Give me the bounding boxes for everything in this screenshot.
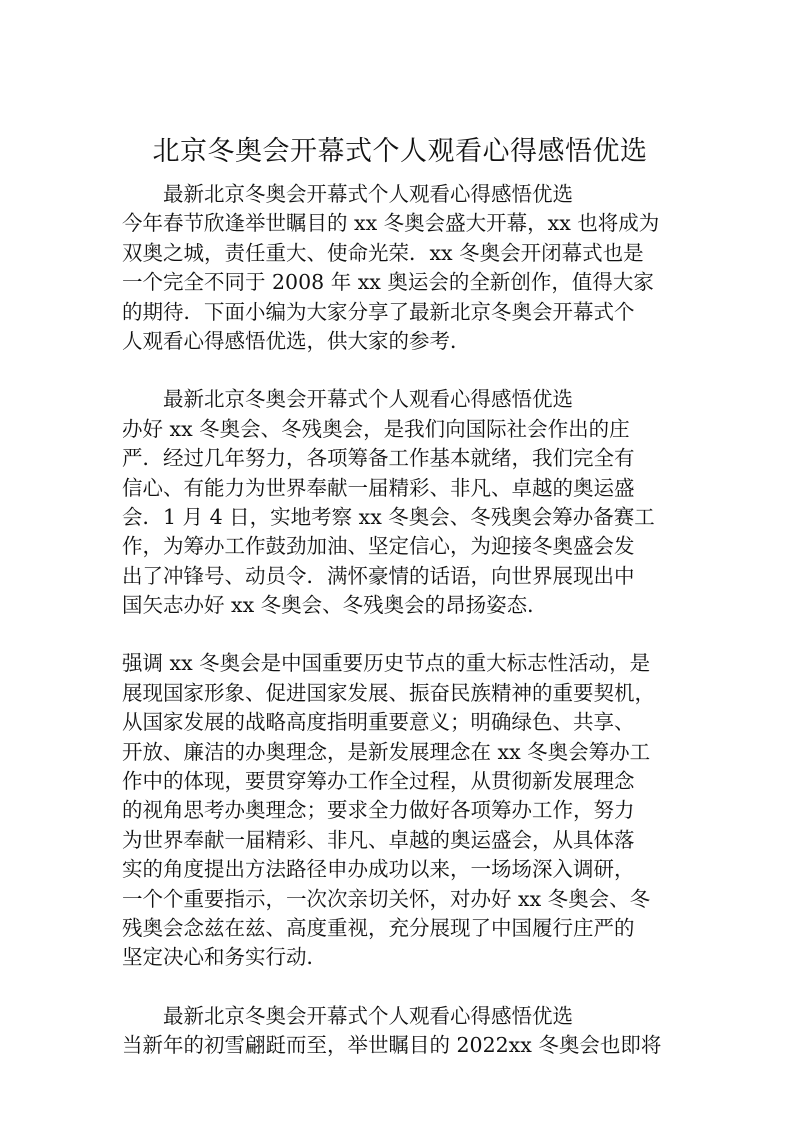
paragraph-line: 作中的体现，要贯穿筹办工作全过程，从贯彻新发展理念	[122, 769, 635, 794]
paragraph-line: 信心、有能力为世界奉献一届精彩、非凡、卓越的奥运盛	[122, 475, 635, 500]
paragraph-line: 一个完全不同于 2008 年 xx 奥运会的全新创作，值得大家	[122, 270, 654, 295]
paragraph-line: 实的角度提出方法路径申办成功以来，一场场深入调研，	[122, 857, 635, 882]
section-3	[122, 649, 678, 972]
paragraph-line: 为世界奉献一届精彩、非凡、卓越的奥运盛会，从具体落	[122, 827, 635, 852]
paragraph-line: 出了冲锋号、动员令．满怀豪情的话语，向世界展现出中	[122, 563, 635, 588]
paragraph-line: 双奥之城，责任重大、使命光荣．xx 冬奥会开闭幕式也是	[122, 240, 644, 265]
paragraph-line: 开放、廉洁的办奥理念，是新发展理念在 xx 冬奥会筹办工	[122, 739, 651, 764]
paragraph-line: 残奥会念兹在兹、高度重视，充分展现了中国履行庄严的	[122, 915, 635, 940]
section-4	[122, 1002, 678, 1061]
document-title: 北京冬奥会开幕式个人观看心得感悟优选	[152, 136, 648, 168]
paragraph-line: 一个个重要指示，一次次亲切关怀，对办好 xx 冬奥会、冬	[122, 886, 651, 911]
section-subheading: 最新北京冬奥会开幕式个人观看心得感悟优选	[163, 182, 573, 206]
section-subheading: 最新北京冬奥会开幕式个人观看心得感悟优选	[163, 387, 573, 412]
paragraph-line: 的视角思考办奥理念；要求全力做好各项筹办工作，努力	[122, 798, 635, 823]
paragraph-line: 强调 xx 冬奥会是中国重要历史节点的重大标志性活动，是	[122, 651, 651, 676]
paragraph-line: 国矢志办好 xx 冬奥会、冬残奥会的昂扬姿态．	[122, 593, 548, 618]
section-1	[122, 180, 678, 356]
section-2	[122, 385, 678, 620]
paragraph-line: 展现国家形象、促进国家发展、振奋民族精神的重要契机，	[122, 680, 655, 705]
paragraph-line: 严．经过几年努力，各项筹备工作基本就绪，我们完全有	[122, 446, 635, 471]
paragraph-line: 今年春节欣逢举世瞩目的 xx 冬奥会盛大开幕，xx 也将成为	[122, 211, 660, 236]
paragraph-line: 当新年的初雪翩跹而至，举世瞩目的 2022xx 冬奥会也即将	[122, 1033, 662, 1058]
paragraph-line: 办好 xx 冬奥会、冬残奥会，是我们向国际社会作出的庄	[122, 416, 630, 441]
paragraph-line: 的期待．下面小编为大家分享了最新北京冬奥会开幕式个	[122, 299, 635, 324]
paragraph-line: 坚定决心和务实行动．	[122, 945, 327, 970]
paragraph-line: 会．1 月 4 日，实地考察 xx 冬奥会、冬残奥会筹办备赛工	[122, 504, 655, 529]
document-body	[122, 180, 678, 1090]
paragraph-line: 从国家发展的战略高度指明重要意义；明确绿色、共享、	[122, 710, 635, 735]
paragraph-line: 作，为筹办工作鼓劲加油、坚定信心，为迎接冬奥盛会发	[122, 534, 635, 559]
paragraph-line: 人观看心得感悟优选，供大家的参考．	[122, 328, 471, 353]
section-subheading: 最新北京冬奥会开幕式个人观看心得感悟优选	[163, 1003, 573, 1028]
